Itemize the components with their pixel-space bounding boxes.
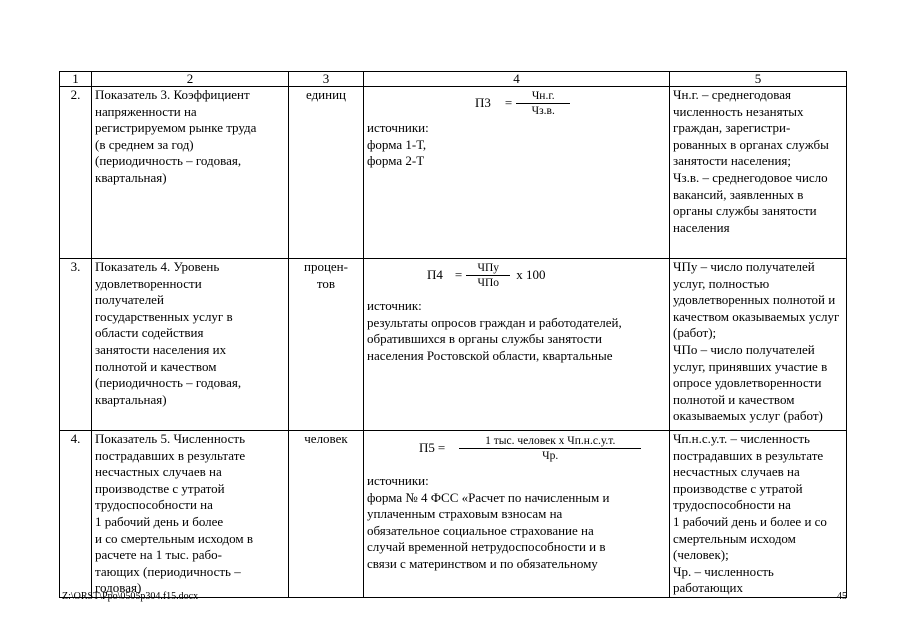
header-cell-5: 5 bbox=[670, 72, 847, 87]
formula-equals: = bbox=[504, 95, 513, 111]
page-number: 45 bbox=[837, 591, 847, 602]
header-cell-1: 1 bbox=[60, 72, 92, 87]
formula bbox=[427, 261, 666, 290]
notes-cell: Чн.г. – среднегодовая численность незанятых граждан, зарегистри- рованных в органах службы занятости населения; Чз.в. – среднегодовое число вакансий, заявленных в органы службы занятости населения bbox=[670, 87, 847, 259]
table-row bbox=[60, 431, 847, 598]
unit-cell: процен- тов bbox=[289, 259, 364, 431]
formula-numerator: Чн.г. bbox=[516, 89, 570, 104]
formula-lhs: П4 bbox=[427, 267, 443, 283]
header-cell-3: 3 bbox=[289, 72, 364, 87]
formula-multiplier: х 100 bbox=[516, 267, 546, 283]
table-header-row bbox=[60, 72, 847, 87]
formula-fraction bbox=[459, 434, 641, 463]
formula-fraction bbox=[466, 261, 510, 290]
indicator-description: Показатель 5. Численность пострадавших в результате несчастных случаев на производстве с утратой трудоспособности на 1 рабочий день и более и со смертельным исходом в расчете на 1 тыс. рабо- тающих (периодичность – годовая) bbox=[92, 431, 289, 598]
formula-denominator: Чз.в. bbox=[531, 105, 555, 117]
header-cell-2: 2 bbox=[92, 72, 289, 87]
indicator-description: Показатель 4. Уровень удовлетворенности получателей государственных услуг в области содействия занятости населения их полнотой и качеством (периодичность – годовая, квартальная) bbox=[92, 259, 289, 431]
formula-equals: = bbox=[437, 440, 446, 456]
row-number: 3. bbox=[60, 259, 92, 431]
formula-equals: = bbox=[454, 267, 463, 283]
formula-denominator: ЧПо bbox=[477, 277, 499, 289]
row-number: 4. bbox=[60, 431, 92, 598]
formula-cell bbox=[364, 259, 670, 431]
indicators-table bbox=[59, 71, 847, 598]
formula-denominator: Чр. bbox=[542, 450, 559, 462]
table-row bbox=[60, 259, 847, 431]
formula-lhs: П3 bbox=[475, 95, 491, 111]
source-text: источники: форма 1-Т, форма 2-Т bbox=[367, 120, 429, 169]
table-row bbox=[60, 87, 847, 259]
formula-numerator: 1 тыс. человек х Чп.н.с.у.т. bbox=[459, 434, 641, 449]
unit-cell: единиц bbox=[289, 87, 364, 259]
notes-cell: Чп.н.с.у.т. – численность пострадавших в результате несчастных случаев на производстве с утратой трудоспособности на 1 рабочий день и более и со смертельным исходом (человек); Чр. – численность работающих bbox=[670, 431, 847, 598]
formula-fraction bbox=[516, 89, 570, 118]
source-text: источник: результаты опросов граждан и работодателей, обратившихся в органы службы занятости населения Ростовской области, квартальные bbox=[367, 298, 622, 363]
formula-lhs: П5 bbox=[419, 440, 435, 456]
formula-cell bbox=[364, 431, 670, 598]
notes-cell: ЧПу – число получателей услуг, полностью удовлетворенных полнотой и качеством оказываемых услуг (работ); ЧПо – число получателей услуг, принявших участие в опросе удовлетворенности полнотой и качеством оказываемых услуг (работ) bbox=[670, 259, 847, 431]
unit-cell: человек bbox=[289, 431, 364, 598]
source-text: источники: форма № 4 ФСС «Расчет по начисленным и уплаченным страховым взносам на обязательное социальное страхование на случай временной нетрудоспособности и в связи с материнством и по обязательному bbox=[367, 473, 610, 571]
formula bbox=[419, 434, 666, 463]
formula bbox=[475, 89, 666, 118]
formula-cell bbox=[364, 87, 670, 259]
row-number: 2. bbox=[60, 87, 92, 259]
formula-numerator: ЧПу bbox=[466, 261, 510, 276]
document-path: Z:\ORST\Ppo\0505p304.f15.docx bbox=[62, 591, 199, 602]
header-cell-4: 4 bbox=[364, 72, 670, 87]
indicator-description: Показатель 3. Коэффициент напряженности на регистрируемом рынке труда (в среднем за год) (периодичность – годовая, квартальная) bbox=[92, 87, 289, 259]
